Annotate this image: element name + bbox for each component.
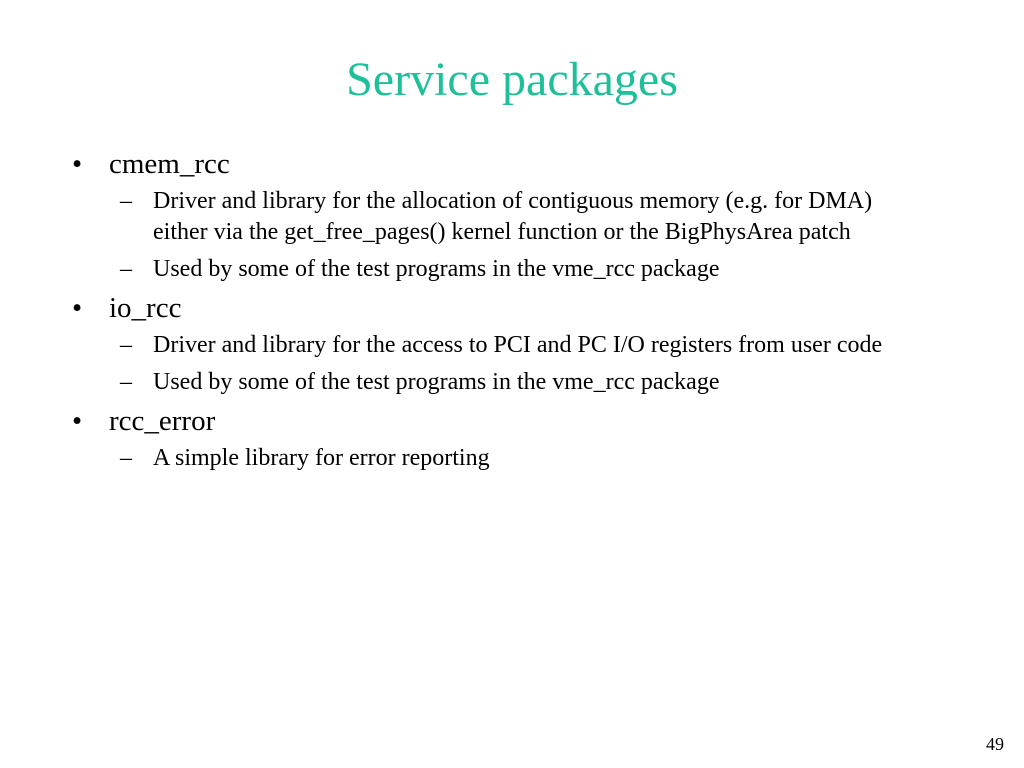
bullet-list xyxy=(72,142,932,480)
bullet-label: io_rcc xyxy=(109,292,182,324)
sub-item-text: Driver and library for the access to PCI and PC I/O registers from user code xyxy=(153,332,883,358)
bullet-label: cmem_rcc xyxy=(109,148,230,180)
sub-item xyxy=(120,254,932,285)
bullet-item xyxy=(72,404,932,438)
sub-marker: – xyxy=(120,332,132,358)
sub-marker: – xyxy=(120,256,132,282)
bullet-marker: • xyxy=(72,405,83,437)
bullet-item xyxy=(72,147,932,181)
sub-item xyxy=(120,330,932,361)
sub-item xyxy=(120,443,932,474)
sub-marker: – xyxy=(120,445,132,471)
sub-list xyxy=(120,330,932,398)
sub-item-text: Used by some of the test programs in the vme_rcc package xyxy=(153,256,720,282)
sub-marker: – xyxy=(120,369,132,395)
page-number: 49 xyxy=(986,734,1004,754)
sub-list xyxy=(120,443,932,474)
bullet-item xyxy=(72,291,932,325)
slide-title: Service packages xyxy=(346,53,678,106)
list-item xyxy=(72,147,932,285)
sub-item xyxy=(120,367,932,398)
sub-item-text: Driver and library for the allocation of contiguous memory (e.g. for DMA) either via the get_free_pages() kernel function or the BigPhysArea patch xyxy=(153,188,873,245)
sub-item-text: Used by some of the test programs in the vme_rcc package xyxy=(153,369,720,395)
bullet-marker: • xyxy=(72,292,83,324)
sub-item-text: A simple library for error reporting xyxy=(153,445,490,471)
sub-item xyxy=(120,186,932,248)
list-item xyxy=(72,404,932,474)
list-item xyxy=(72,291,932,398)
sub-marker: – xyxy=(120,188,132,214)
sub-list xyxy=(120,186,932,285)
bullet-marker: • xyxy=(72,148,83,180)
bullet-label: rcc_error xyxy=(109,405,216,437)
